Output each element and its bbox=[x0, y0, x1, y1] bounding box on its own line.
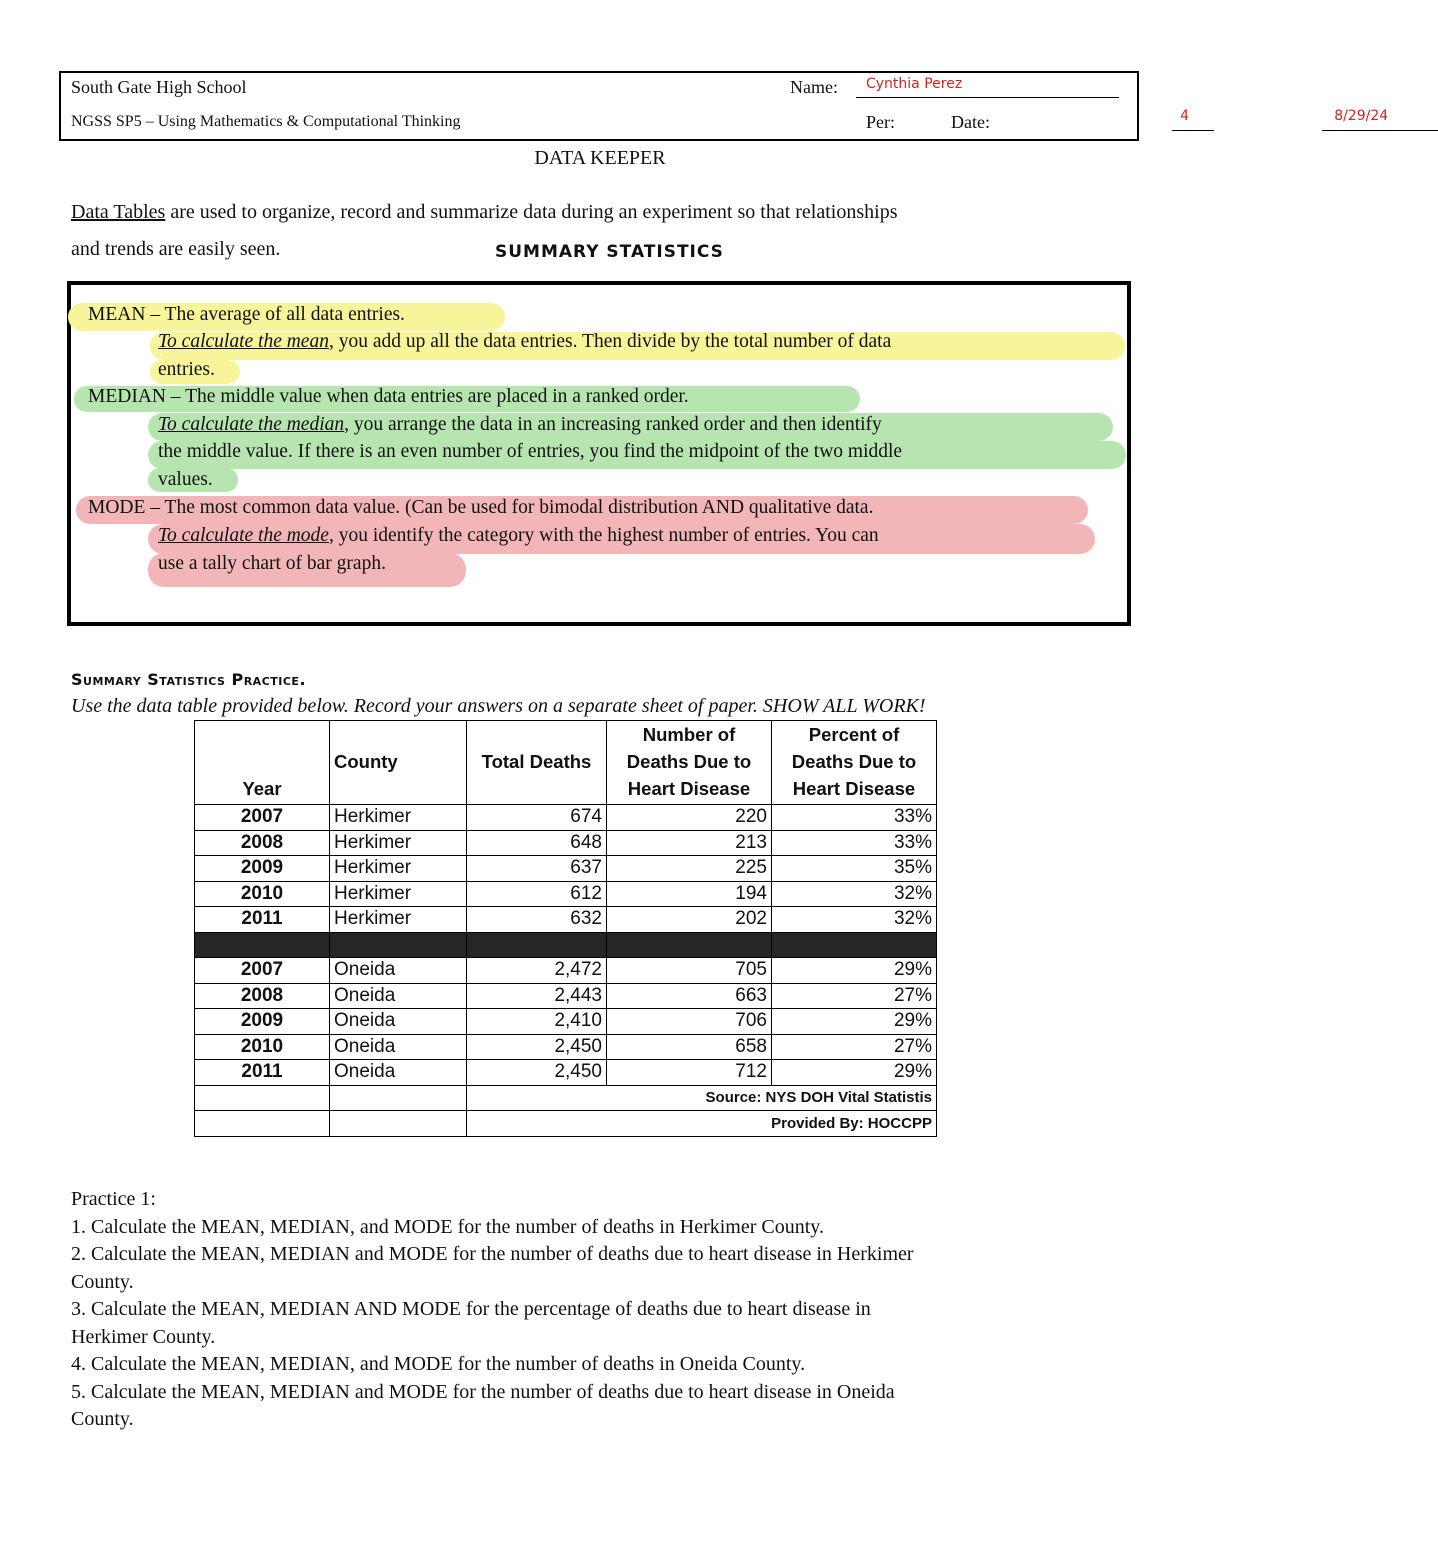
oneida-rows bbox=[195, 958, 937, 1086]
year-cell: 2008 bbox=[195, 830, 330, 856]
name-value: Cynthia Perez bbox=[866, 76, 963, 92]
mode-definition: MODE – The most common data value. (Can be used for bimodal distribution AND qualitative data. bbox=[88, 497, 874, 518]
total-deaths-cell: 648 bbox=[467, 830, 607, 856]
total-deaths-cell: 637 bbox=[467, 856, 607, 882]
table-row bbox=[195, 881, 937, 907]
heart-percent-cell: 27% bbox=[772, 983, 937, 1009]
date-value: 8/29/24 bbox=[1334, 108, 1389, 124]
heart-percent-cell: 32% bbox=[772, 907, 937, 933]
provided-by-note: Provided By: HOCCPP bbox=[467, 1111, 937, 1137]
mean-instructions-cont: entries. bbox=[158, 359, 215, 380]
total-deaths-cell: 674 bbox=[467, 805, 607, 831]
heart-deaths-cell: 213 bbox=[607, 830, 772, 856]
herkimer-rows bbox=[195, 805, 937, 933]
year-cell: 2010 bbox=[195, 1034, 330, 1060]
question-3: 3. Calculate the MEAN, MEDIAN AND MODE for the percentage of deaths due to heart disease in bbox=[71, 1298, 871, 1320]
heart-deaths-cell: 658 bbox=[607, 1034, 772, 1060]
county-cell: Herkimer bbox=[330, 830, 467, 856]
county-cell: Oneida bbox=[330, 1009, 467, 1035]
county-cell: Oneida bbox=[330, 1034, 467, 1060]
heart-percent-cell: 29% bbox=[772, 1060, 937, 1086]
heart-deaths-cell: 706 bbox=[607, 1009, 772, 1035]
year-cell: 2008 bbox=[195, 983, 330, 1009]
heart-deaths-cell: 202 bbox=[607, 907, 772, 933]
mean-instructions: To calculate the mean, you add up all the data entries. Then divide by the total number of data bbox=[158, 331, 892, 352]
practice-instructions: Use the data table provided below. Record your answers on a separate sheet of paper. SHOW ALL WORK! bbox=[71, 695, 926, 717]
heart-deaths-cell: 712 bbox=[607, 1060, 772, 1086]
total-deaths-cell: 2,472 bbox=[467, 958, 607, 984]
median-definition: MEDIAN – The middle value when data entries are placed in a ranked order. bbox=[88, 386, 689, 407]
county-cell: Oneida bbox=[330, 958, 467, 984]
county-cell: Herkimer bbox=[330, 881, 467, 907]
header-county: County bbox=[330, 721, 467, 805]
heart-percent-cell: 29% bbox=[772, 958, 937, 984]
median-instructions: To calculate the median, you arrange the data in an increasing ranked order and then identify bbox=[158, 414, 882, 435]
year-cell: 2010 bbox=[195, 881, 330, 907]
date-label: Date: bbox=[951, 112, 990, 132]
question-1: 1. Calculate the MEAN, MEDIAN, and MODE for the number of deaths in Herkimer County. bbox=[71, 1215, 824, 1238]
table-header-row bbox=[195, 721, 937, 805]
county-cell: Herkimer bbox=[330, 907, 467, 933]
total-deaths-cell: 632 bbox=[467, 907, 607, 933]
table-row bbox=[195, 1009, 937, 1035]
name-label: Name: bbox=[790, 77, 838, 97]
heart-percent-cell: 33% bbox=[772, 830, 937, 856]
data-tables-term: Data Tables bbox=[71, 201, 166, 223]
practice-title: Practice 1: bbox=[71, 1188, 156, 1210]
heart-deaths-cell: 220 bbox=[607, 805, 772, 831]
heart-percent-cell: 32% bbox=[772, 881, 937, 907]
heart-percent-cell: 27% bbox=[772, 1034, 937, 1060]
separator-row bbox=[195, 932, 937, 958]
year-cell: 2007 bbox=[195, 805, 330, 831]
header-year: Year bbox=[195, 721, 330, 805]
summary-statistics-heading: SUMMARY STATISTICS bbox=[495, 242, 724, 262]
total-deaths-cell: 2,443 bbox=[467, 983, 607, 1009]
question-3-cont: Herkimer County. bbox=[71, 1325, 216, 1348]
heart-deaths-cell: 705 bbox=[607, 958, 772, 984]
heart-disease-data-table bbox=[194, 720, 937, 1137]
page-title: DATA KEEPER bbox=[534, 147, 666, 169]
period-value: 4 bbox=[1180, 108, 1190, 124]
mean-how-label: To calculate the mean bbox=[158, 331, 329, 352]
table-row bbox=[195, 805, 937, 831]
mode-how-label: To calculate the mode bbox=[158, 525, 329, 546]
heart-percent-cell: 35% bbox=[772, 856, 937, 882]
intro-line-2: and trends are easily seen. bbox=[71, 238, 281, 260]
question-4: 4. Calculate the MEAN, MEDIAN, and MODE for the number of deaths in Oneida County. bbox=[71, 1353, 806, 1375]
table-row bbox=[195, 958, 937, 984]
table-row bbox=[195, 830, 937, 856]
total-deaths-cell: 612 bbox=[467, 881, 607, 907]
year-cell: 2011 bbox=[195, 1060, 330, 1086]
school-name: South Gate High School bbox=[71, 77, 247, 97]
heart-deaths-cell: 194 bbox=[607, 881, 772, 907]
table-row bbox=[195, 983, 937, 1009]
median-instructions-end: values. bbox=[158, 469, 213, 490]
year-cell: 2009 bbox=[195, 856, 330, 882]
heart-deaths-cell: 225 bbox=[607, 856, 772, 882]
period-label: Per: bbox=[866, 112, 895, 132]
provided-by-row bbox=[195, 1111, 937, 1137]
standard-label: NGSS SP5 – Using Mathematics & Computational Thinking bbox=[71, 113, 461, 130]
practice-questions bbox=[71, 1186, 1151, 1434]
year-cell: 2007 bbox=[195, 958, 330, 984]
year-cell: 2011 bbox=[195, 907, 330, 933]
question-2: 2. Calculate the MEAN, MEDIAN and MODE for the number of deaths due to heart disease in Herkimer bbox=[71, 1243, 914, 1265]
period-field[interactable] bbox=[1172, 108, 1214, 131]
median-instructions-cont: the middle value. If there is an even number of entries, you find the midpoint of the two middle bbox=[158, 441, 903, 462]
heart-percent-cell: 33% bbox=[772, 805, 937, 831]
county-cell: Herkimer bbox=[330, 856, 467, 882]
county-cell: Oneida bbox=[330, 1060, 467, 1086]
question-5-cont: County. bbox=[71, 1408, 134, 1430]
question-5: 5. Calculate the MEAN, MEDIAN and MODE for the number of deaths due to heart disease in Oneida bbox=[71, 1380, 895, 1403]
source-note: Source: NYS DOH Vital Statistis bbox=[467, 1085, 937, 1111]
practice-heading: Summary Statistics Practice. bbox=[71, 670, 307, 689]
total-deaths-cell: 2,450 bbox=[467, 1060, 607, 1086]
median-how-label: To calculate the median bbox=[158, 414, 345, 435]
question-2-cont: County. bbox=[71, 1270, 134, 1293]
header-heart-percent: Percent of Deaths Due to Heart Disease bbox=[772, 721, 937, 805]
heart-deaths-cell: 663 bbox=[607, 983, 772, 1009]
mode-instructions-cont: use a tally chart of bar graph. bbox=[158, 553, 386, 574]
total-deaths-cell: 2,410 bbox=[467, 1009, 607, 1035]
year-cell: 2009 bbox=[195, 1009, 330, 1035]
table-row bbox=[195, 1034, 937, 1060]
county-cell: Herkimer bbox=[330, 805, 467, 831]
source-row bbox=[195, 1085, 937, 1111]
total-deaths-cell: 2,450 bbox=[467, 1034, 607, 1060]
heart-percent-cell: 29% bbox=[772, 1009, 937, 1035]
intro-rest: are used to organize, record and summarize data during an experiment so that relationships bbox=[165, 201, 898, 223]
county-cell: Oneida bbox=[330, 983, 467, 1009]
date-field[interactable] bbox=[1322, 108, 1438, 131]
table-row bbox=[195, 856, 937, 882]
table-row bbox=[195, 1060, 937, 1086]
table-row bbox=[195, 907, 937, 933]
mode-instructions: To calculate the mode, you identify the category with the highest number of entries. You can bbox=[158, 525, 879, 546]
mean-definition: MEAN – The average of all data entries. bbox=[88, 304, 405, 325]
header-total-deaths: Total Deaths bbox=[467, 721, 607, 805]
intro-line-1 bbox=[71, 201, 897, 224]
name-field[interactable] bbox=[856, 76, 1119, 98]
header-heart-deaths: Number of Deaths Due to Heart Disease bbox=[607, 721, 772, 805]
